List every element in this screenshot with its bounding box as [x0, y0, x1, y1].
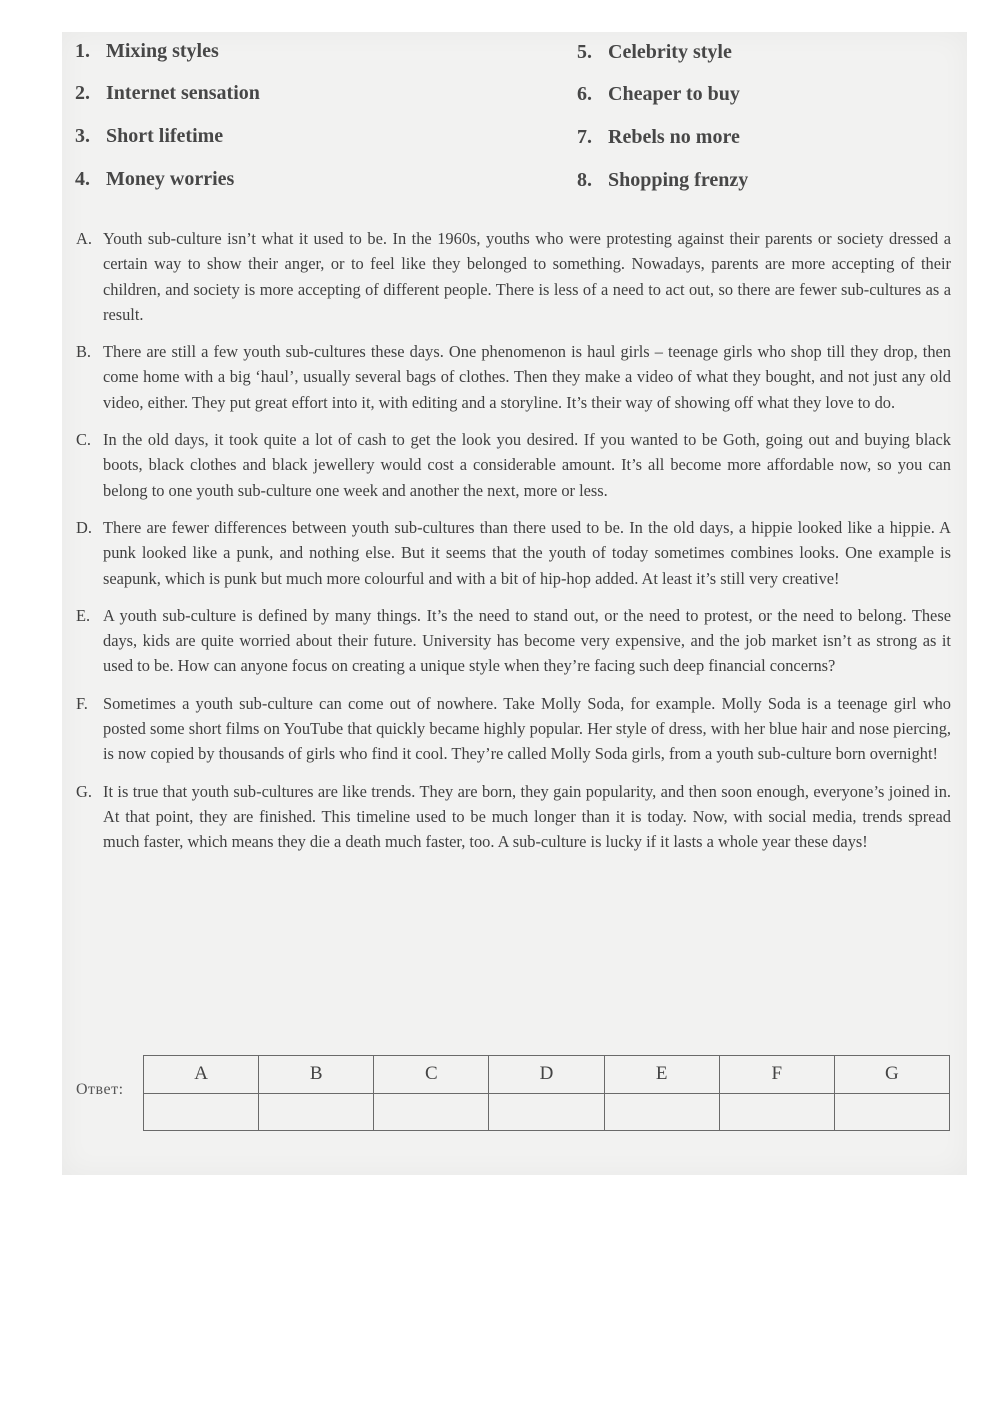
answer-cell-e[interactable]: [604, 1093, 719, 1131]
answer-cell-c[interactable]: [374, 1093, 489, 1131]
paragraphs: [76, 226, 951, 867]
answer-table: [143, 1055, 950, 1131]
answer-col-f: F: [719, 1056, 834, 1094]
paragraph-text: There are fewer differences between youth sub-cultures than there used to be. In the old days, a hippie looked like a hippie. A punk looked like a punk, and nothing else. But it seems that the youth of today sometimes combines looks. One example is seapunk, which is punk but much more colourful and with a bit of hip-hop added. At least it’s still very creative!: [103, 517, 951, 588]
paragraph-text: There are still a few youth sub-cultures these days. One phenomenon is haul girls – teenage girls who shop till they drop, then come home with a big ‘haul’, usually several bags of clothes. Then they make a video of what they bought, and not just any old video, either. They put great effort into it, with editing and a storyline. It’s their way of showing off what they love to do.: [103, 342, 951, 412]
paragraph-letter: B.: [76, 342, 92, 362]
answer-cell-b[interactable]: [259, 1093, 374, 1131]
answer-input-row: [144, 1093, 950, 1131]
paragraph-letter: F.: [76, 693, 88, 713]
paragraph-letter: E.: [76, 605, 91, 625]
answer-cell-f[interactable]: [719, 1093, 834, 1131]
answer-label: Ответ:: [76, 1081, 124, 1098]
answer-cell-g[interactable]: [834, 1093, 949, 1131]
answer-col-c: C: [374, 1056, 489, 1094]
answer-col-a: A: [144, 1056, 259, 1094]
answer-cell-a[interactable]: [144, 1093, 259, 1131]
paragraph-text: In the old days, it took quite a lot of cash to get the look you desired. If you wanted to be Goth, going out and buying black boots, black clothes and black jewellery would cost a considerable amount. It’s all become more affordable now, so you can belong to one youth sub-culture one week and another the next, more or less.: [103, 430, 951, 500]
heading-1: 1. Mixing styles: [75, 40, 219, 62]
answer-col-e: E: [604, 1056, 719, 1094]
paragraph-a: [76, 226, 951, 327]
heading-5: 5. Celebrity style: [577, 41, 732, 63]
heading-7: 7. Rebels no more: [577, 126, 740, 148]
paragraph-b: [76, 339, 951, 415]
paragraph-text: A youth sub-culture is defined by many things. It’s the need to stand out, or the need to protest, or the need to belong. These days, kids are quite worried about their future. University has become very expensive, and the job market isn’t as strong as it used to be. How can anyone focus on creating a unique style when they’re facing such deep financial concerns?: [103, 605, 951, 676]
paragraph-e: [76, 603, 951, 679]
paragraph-text: Youth sub-culture isn’t what it used to be. In the 1960s, youths who were protesting against their parents or society dressed a certain way to show their anger, or to feel like they belonged to something. Nowadays, parents are more accepting of their children, and society is more accepting of different people. There is less of a need to act out, so there are fewer sub-cultures as a result.: [103, 229, 951, 324]
paragraph-letter: G.: [76, 781, 92, 801]
heading-6: 6. Cheaper to buy: [577, 83, 740, 105]
heading-2: 2. Internet sensation: [75, 82, 260, 104]
paragraph-text: Sometimes a youth sub-culture can come out of nowhere. Take Molly Soda, for example. Molly Soda is a teenage girl who posted some short films on YouTube that quickly became highly popular. Her style of dress, with her blue hair and nose piercing, is now copied by thousands of girls who find it cool. They’re called Molly Soda girls, from a youth sub-culture born overnight!: [103, 693, 951, 764]
paragraph-text: It is true that youth sub-cultures are like trends. They are born, they gain popularity, and then soon enough, everyone’s joined in. At that point, they are finished. This timeline used to be much longer than it is today. Now, with social media, trends spread much faster, which means they die a death much faster, too. A sub-culture is lucky if it lasts a whole year these days!: [103, 781, 951, 852]
paragraph-letter: C.: [76, 430, 92, 450]
paragraph-g: [76, 779, 951, 855]
paragraph-letter: D.: [76, 517, 92, 537]
answer-col-g: G: [834, 1056, 949, 1094]
paragraph-c: [76, 427, 951, 503]
answer-header-row: [144, 1056, 950, 1094]
heading-8: 8. Shopping frenzy: [577, 169, 749, 191]
heading-4: 4. Money worries: [75, 168, 235, 190]
paragraph-d: [76, 515, 951, 591]
paragraph-letter: A.: [76, 229, 92, 248]
answer-cell-d[interactable]: [489, 1093, 604, 1131]
heading-3: 3. Short lifetime: [75, 125, 224, 147]
paragraph-f: [76, 691, 951, 767]
answer-col-d: D: [489, 1056, 604, 1094]
answer-col-b: B: [259, 1056, 374, 1094]
